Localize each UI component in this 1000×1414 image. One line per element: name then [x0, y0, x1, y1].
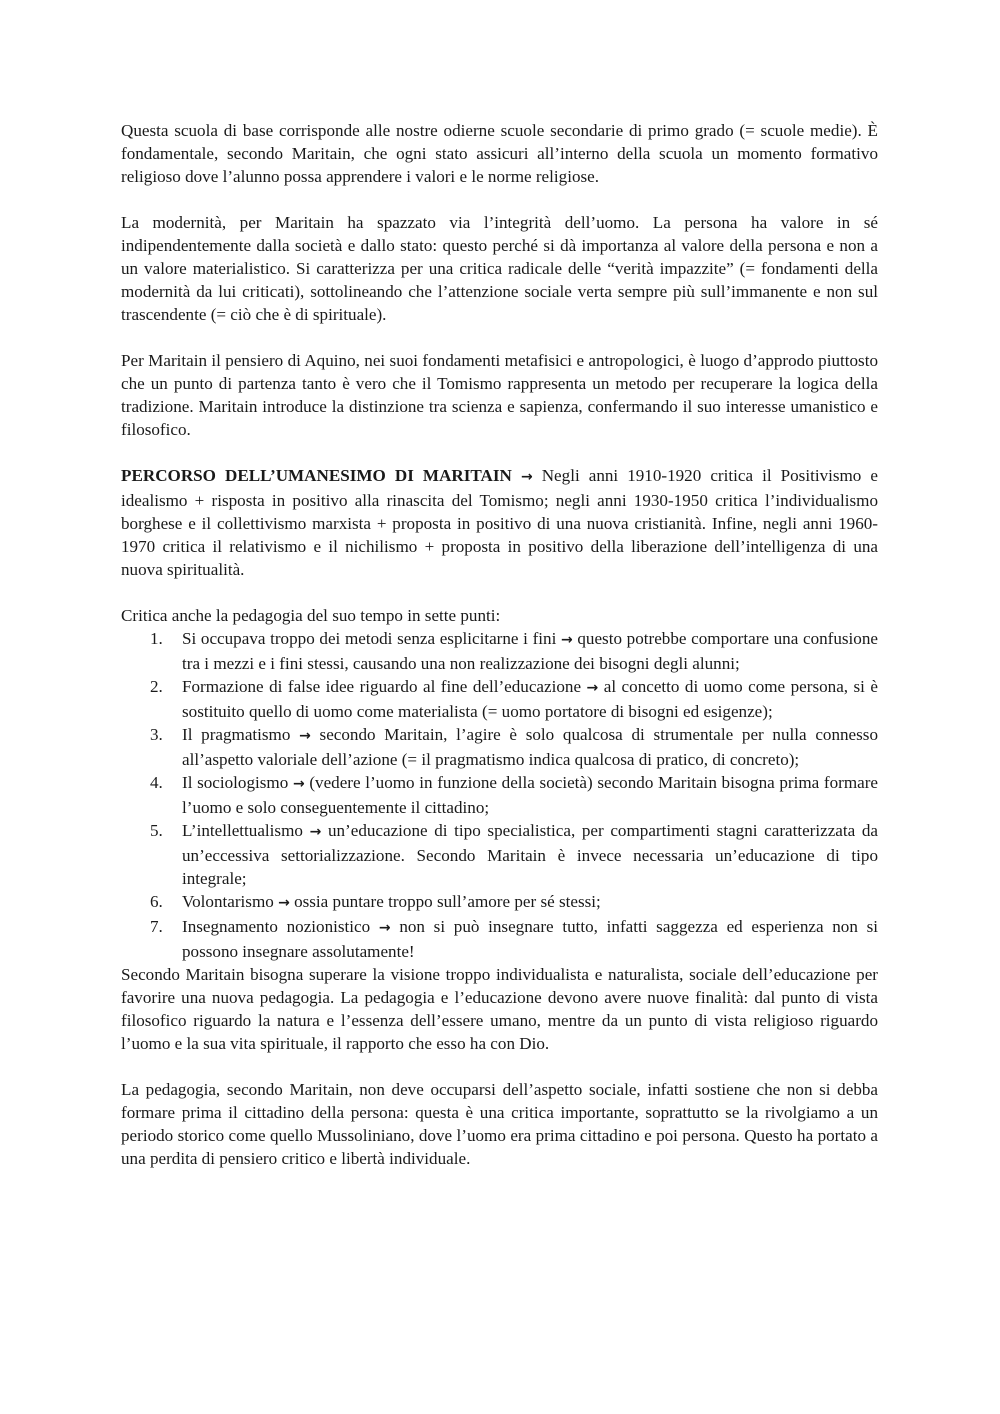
- paragraph-percorso-umanesimo: [121, 464, 878, 581]
- list-number: 2.: [150, 677, 163, 696]
- list-item: [121, 915, 878, 963]
- document-page: [121, 119, 878, 1170]
- list-number: 7.: [150, 917, 163, 936]
- list-number: 3.: [150, 725, 163, 744]
- list-item-lead: L’intellettualismo: [182, 821, 310, 840]
- list-item-rest: (vedere l’uomo in funzione della società) secondo Maritain bisogna prima formare l’uomo e solo conseguentemente il cittadino;: [182, 773, 878, 817]
- arrow-right-icon: →: [309, 824, 322, 840]
- arrow-right-icon: →: [299, 728, 311, 744]
- list-item-lead: Il pragmatismo: [182, 725, 300, 744]
- list-item-lead: Formazione di false idee riguardo al fine dell’educazione: [182, 677, 587, 696]
- percorso-body: Negli anni 1910-1920 critica il Positivismo e idealismo + risposta in positivo alla rinascita del Tomismo; negli anni 1930-1950 critica l’individualismo borghese e il collettivismo marxista + proposta in positivo di una nuova cristianità. Infine, negli anni 1960-1970 critica il relativismo e il nichilismo + proposta in positivo della liberazione dell’intelligenza di una nuova spiritualità.: [121, 466, 878, 579]
- list-number: 1.: [150, 629, 163, 648]
- percorso-heading: PERCORSO DELL’UMANESIMO DI MARITAIN: [121, 466, 512, 485]
- arrow-right-icon: →: [378, 920, 391, 936]
- list-item-rest: secondo Maritain, l’agire è solo qualcosa di strumentale per nulla connesso all’aspetto valoriale dell’azione (= il pragmatismo indica qualcosa di pratico, di concreto);: [182, 725, 878, 769]
- arrow-right-icon: →: [520, 469, 533, 485]
- list-item: [121, 890, 878, 915]
- list-item: [121, 627, 878, 675]
- paragraph-critica-intro: Critica anche la pedagogia del suo tempo in sette punti:: [121, 606, 501, 625]
- list-item-rest: questo potrebbe comportare una confusione tra i mezzi e i fini stessi, causando una non realizzazione dei bisogni degli alunni;: [182, 629, 878, 673]
- paragraph-nuova-pedagogia: Secondo Maritain bisogna superare la visione troppo individualista e naturalista, sociale dell’educazione per favorire una nuova pedagogia. La pedagogia e l’educazione devono avere nuove finalità: dal punto di vista filosofico riguardo la natura e l’essenza dell’essere umano, mentre da un punto di vista religioso riguardo l’uomo e la sua vita spirituale, il rapporto che esso ha con Dio.: [121, 965, 878, 1053]
- list-item-lead: Si occupava troppo dei metodi senza esplicitarne i fini: [182, 629, 561, 648]
- list-item: [121, 723, 878, 771]
- list-item-rest: ossia puntare troppo sull’amore per sé stessi;: [289, 892, 601, 911]
- list-number: 6.: [150, 892, 163, 911]
- paragraph-scuola-di-base: Questa scuola di base corrisponde alle nostre odierne scuole secondarie di primo grado (= scuole medie). È fondamentale, secondo Maritain, che ogni stato assicuri all’interno della scuola un momento formativo religioso dove l’alunno possa apprendere i valori e le norme religiose.: [121, 121, 878, 186]
- arrow-right-icon: →: [586, 680, 599, 696]
- list-item: [121, 771, 878, 819]
- arrow-right-icon: →: [292, 776, 305, 792]
- list-item-lead: Il sociologismo: [182, 773, 293, 792]
- paragraph-aspetto-sociale: La pedagogia, secondo Maritain, non deve occuparsi dell’aspetto sociale, infatti sostiene che non si debba formare prima il cittadino della persona: questa è una critica importante, soprattutto se la rivolgiamo a un periodo storico come quello Mussoliniano, dove l’uomo era prima cittadino e poi persona. Questo ha portato a una perdita di pensiero critico e libertà individuale.: [121, 1080, 878, 1168]
- paragraph-modernita: La modernità, per Maritain ha spazzato via l’integrità dell’uomo. La persona ha valore in sé indipendentemente dalla società e dallo stato: questo perché si dà importanza al valore della persona e non a un valore materialistico. Si caratterizza per una critica radicale delle “verità impazzite” (= fondamenti della modernità da lui criticati), sottolineando che l’attenzione sociale verta sempre più sull’immanente e non sul trascendente (= ciò che è di spirituale).: [121, 213, 878, 324]
- list-item: [121, 675, 878, 723]
- paragraph-aquino: Per Maritain il pensiero di Aquino, nei suoi fondamenti metafisici e antropologici, è luogo d’approdo piuttosto che un punto di partenza tanto è vero che il Tomismo rappresenta un metodo per recuperare la logica della tradizione. Maritain introduce la distinzione tra scienza e sapienza, confermando il suo interesse umanistico e filosofico.: [121, 351, 878, 439]
- list-item-rest: un’educazione di tipo specialistica, per compartimenti stagni caratterizzata da un’eccessiva settorializzazione. Secondo Maritain è invece necessaria un’educazione di tipo integrale;: [182, 821, 878, 888]
- list-number: 4.: [150, 773, 163, 792]
- arrow-right-icon: →: [560, 632, 573, 648]
- list-item-rest: al concetto di uomo come persona, si è sostituito quello di uomo come materialista (= uomo portatore di bisogni ed esigenze);: [182, 677, 878, 721]
- arrow-right-icon: →: [278, 895, 290, 911]
- critica-list: [121, 627, 878, 963]
- list-item-lead: Volontarismo: [182, 892, 279, 911]
- list-item-lead: Insegnamento nozionistico: [182, 917, 379, 936]
- list-number: 5.: [150, 821, 163, 840]
- list-item: [121, 819, 878, 890]
- list-item-rest: non si può insegnare tutto, infatti saggezza ed esperienza non si possono insegnare assolutamente!: [182, 917, 878, 961]
